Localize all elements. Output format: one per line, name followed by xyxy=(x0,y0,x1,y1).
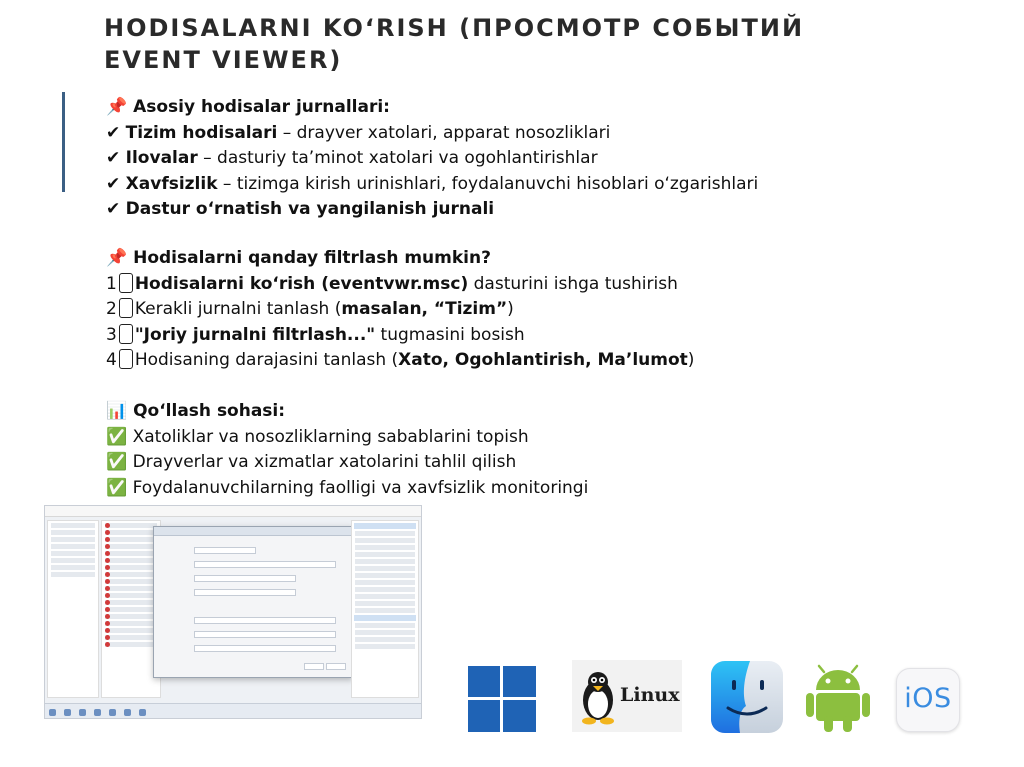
step-text: Hodisaning darajasini tanlash ( xyxy=(134,350,399,370)
check-icon: ✔ xyxy=(106,122,126,143)
filter-heading: 📌 Hodisalarni qanday filtrlash mumkin? xyxy=(106,248,491,268)
screenshot-filter-dialog xyxy=(153,526,353,678)
android-antenna xyxy=(852,666,857,672)
keycap-icon xyxy=(119,324,133,344)
step-text: tugmasini bosish xyxy=(375,324,525,345)
journals-heading: 📌 Asosiy hodisalar jurnallari: xyxy=(106,97,390,117)
step-bold: Hodisalarni ko‘rish (eventvwr.msc) xyxy=(134,273,469,294)
screenshot-menubar xyxy=(45,506,421,517)
step-bold: masalan, “Tizim” xyxy=(341,299,508,319)
journal-name: Ilovalar xyxy=(125,148,198,168)
check-icon: ✔ xyxy=(106,173,126,194)
event-viewer-screenshot xyxy=(44,505,422,719)
step-text: ) xyxy=(687,350,695,370)
android-body-part xyxy=(816,693,860,721)
usage-heading: 📊 Qo‘llash sohasi: xyxy=(106,401,286,421)
journal-item xyxy=(106,172,758,198)
usage-item: ✅ Foydalanuvchilarning faolligi va xavfsizlik monitoringi xyxy=(106,477,589,498)
android-body-part xyxy=(806,693,814,717)
android-eye xyxy=(826,679,831,684)
journal-item xyxy=(106,197,758,223)
check-icon: ✔ xyxy=(106,199,126,219)
journal-name: Dastur o‘rnatish va yangilanish jurnali xyxy=(125,199,495,219)
screenshot-event-list xyxy=(101,520,161,698)
step-number: 4 xyxy=(106,350,117,370)
journals-section xyxy=(106,95,758,223)
usage-section xyxy=(106,399,588,501)
journal-desc: – drayver xatolari, apparat nosozliklari xyxy=(277,122,611,143)
tux-penguin-icon xyxy=(576,666,620,726)
windows-pane xyxy=(503,700,536,732)
screenshot-tree-pane xyxy=(47,520,99,698)
journal-name: Xavfsizlik xyxy=(125,173,218,194)
step-bold: Xato, Ogohlantirish, Ma’lumot xyxy=(398,350,688,370)
android-body-part xyxy=(862,693,870,717)
journal-desc: – dasturiy ta’minot xatolari va ogohlantirishlar xyxy=(197,148,598,168)
step-bold: "Joriy jurnalni filtrlash..." xyxy=(134,324,376,345)
linux-label: Linux xyxy=(620,684,680,706)
android-body-part xyxy=(843,716,852,732)
filter-section xyxy=(106,246,694,374)
usage-item: ✅ Xatoliklar va nosozliklarning sabablarini topish xyxy=(106,426,529,447)
step-text: Kerakli jurnalni tanlash ( xyxy=(134,299,342,319)
ios-label: iOS xyxy=(904,683,952,714)
step-text: ) xyxy=(507,299,514,319)
keycap-icon xyxy=(119,273,133,293)
screenshot-taskbar xyxy=(45,703,421,718)
step-number: 2 xyxy=(106,299,117,319)
journal-item xyxy=(106,121,758,147)
step-number: 1 xyxy=(106,273,117,294)
linux-logo xyxy=(572,660,682,732)
windows-pane xyxy=(468,700,500,732)
windows-panes xyxy=(468,666,536,732)
android-eye xyxy=(846,679,851,684)
macos-finder-icon xyxy=(710,660,784,734)
filter-step xyxy=(106,297,694,323)
step-number: 3 xyxy=(106,324,117,345)
android-body-part xyxy=(816,670,860,690)
usage-item: ✅ Drayverlar va xizmatlar xatolarini tahlil qilish xyxy=(106,452,517,472)
filter-step xyxy=(106,348,694,374)
page-title: HODISALARNI KO‘RISH (ПРОСМОТР СОБЫТИЙ EVENT VIEWER) xyxy=(104,14,805,74)
android-logo-icon xyxy=(804,664,872,734)
keycap-icon xyxy=(119,298,133,318)
step-text: dasturini ishga tushirish xyxy=(468,273,678,294)
filter-step xyxy=(106,272,694,298)
windows-logo-icon xyxy=(466,664,538,734)
windows-pane xyxy=(503,666,536,697)
screenshot-actions-pane xyxy=(351,520,419,698)
android-antenna xyxy=(819,666,824,672)
windows-pane xyxy=(468,666,500,697)
journal-name: Tizim hodisalari xyxy=(125,122,278,143)
ios-logo xyxy=(896,668,960,732)
filter-step xyxy=(106,323,694,349)
accent-bar xyxy=(62,92,65,192)
keycap-icon xyxy=(119,349,133,369)
check-icon: ✔ xyxy=(106,148,126,168)
android-body-part xyxy=(824,716,833,732)
journal-item xyxy=(106,146,758,172)
journal-desc: – tizimga kirish urinishlari, foydalanuvchi hisoblari o‘zgarishlari xyxy=(217,173,759,194)
